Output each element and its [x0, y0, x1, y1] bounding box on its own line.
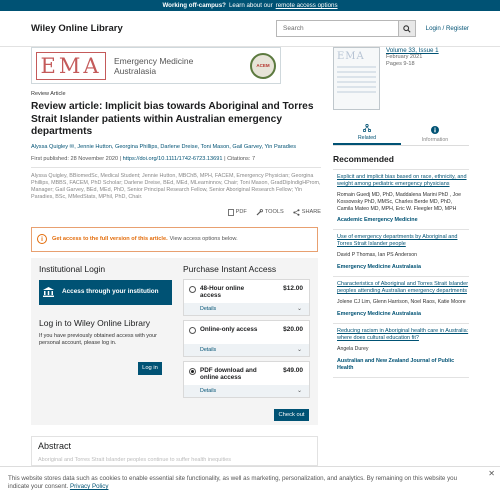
cookie-message: This website stores data such as cookies to enable essential site functionality, as well as marketing, personalization, and analytics. By remaining on this website you indicate your consent. — [8, 475, 458, 490]
tab-information[interactable] — [401, 124, 469, 145]
purchase-option-details[interactable] — [184, 344, 309, 356]
site-header — [0, 11, 500, 47]
journal-cover-image[interactable] — [333, 47, 380, 110]
recommended-journal[interactable]: Australian and New Zealand Journal of Public Health — [337, 357, 455, 371]
network-icon — [363, 124, 371, 132]
chevron-down-icon: ⌄ — [296, 346, 302, 353]
abstract-heading: Abstract — [38, 441, 72, 451]
tools-button[interactable] — [256, 209, 284, 216]
site-logo[interactable]: Wiley Online Library — [31, 23, 123, 34]
doi-link[interactable]: https://doi.org/10.1111/1742-6723.13691 — [122, 155, 223, 162]
purchase-option-price: $20.00 — [283, 325, 303, 333]
details-label: Details — [200, 387, 217, 394]
recommended-item — [333, 324, 469, 378]
access-notice — [31, 227, 318, 252]
info-icon: i — [37, 234, 47, 244]
share-button[interactable] — [293, 209, 321, 216]
recommended-journal[interactable]: Emergency Medicine Australasia — [337, 310, 421, 317]
author-list[interactable]: Alyssa Quigley ✉, Jennie Hutton, Georgina Phillips, Darlene Dreise, Toni Mason, Gail Garvey, Yin Paradies — [31, 143, 297, 150]
issue-month: February 2021 — [386, 54, 423, 61]
share-label: SHARE — [301, 209, 321, 216]
divider — [31, 167, 321, 168]
search-input[interactable]: Search — [276, 20, 399, 37]
journal-banner[interactable] — [31, 47, 281, 84]
article-main — [31, 47, 321, 425]
search-icon — [403, 25, 411, 33]
checkout-button[interactable]: Check out — [274, 409, 309, 421]
recommended-title-link[interactable]: Use of emergency departments by Aboriginal and Torres Strait Islander people — [337, 234, 458, 248]
journal-name-line2: Australasia — [114, 65, 157, 76]
access-options-panel — [31, 258, 318, 425]
institution-access-button[interactable] — [39, 280, 172, 305]
remote-access-bar — [0, 0, 500, 11]
institutional-login-heading: Institutional Login — [39, 263, 106, 274]
info-icon — [431, 126, 439, 134]
volume-issue-link[interactable]: Volume 33, Issue 1 — [386, 47, 439, 54]
remote-access-link[interactable]: remote access options — [275, 2, 338, 9]
purchase-option-price: $49.00 — [283, 366, 303, 374]
tab-related-label: Related — [357, 135, 377, 141]
acem-seal-icon: ACEM — [250, 53, 276, 79]
recommended-item — [333, 170, 469, 230]
recommended-journal[interactable]: Emergency Medicine Australasia — [337, 264, 421, 271]
purchase-option[interactable] — [183, 361, 310, 398]
recommended-item — [333, 277, 469, 324]
recommended-journal[interactable]: Academic Emergency Medicine — [337, 217, 418, 224]
access-notice-bold: Get access to the full version of this article. — [52, 236, 168, 243]
login-register-link[interactable]: Login / Register — [425, 25, 469, 32]
institution-access-label: Access through your institution — [62, 288, 159, 296]
tools-label: TOOLS — [264, 209, 284, 216]
tab-related[interactable] — [333, 124, 401, 145]
remote-access-text: Learn about our — [228, 2, 273, 9]
purchase-option-name: 48-Hour online access — [200, 284, 245, 299]
login-description: If you have previously obtained access with your personal account, please log in. — [39, 332, 158, 346]
pdf-icon — [228, 209, 234, 216]
issue-info — [333, 47, 469, 110]
sidebar-tabs — [333, 124, 469, 146]
citations-count[interactable]: Citations: 7 — [227, 155, 256, 162]
chevron-down-icon: ⌄ — [296, 305, 302, 312]
login-heading: Log in to Wiley Online Library — [39, 317, 151, 328]
remote-access-bold: Working off-campus? — [162, 2, 226, 9]
purchase-option[interactable] — [183, 320, 310, 357]
access-notice-text: View access options below. — [169, 236, 238, 243]
purchase-radio-selected[interactable] — [189, 368, 196, 375]
purchase-option-name: Online-only access — [200, 325, 258, 333]
recommended-title-link[interactable]: Reducing racism in Aboriginal health care in Australia: where does cultural education fit? — [337, 327, 469, 341]
pdf-label: PDF — [235, 209, 247, 216]
purchase-option-details[interactable] — [184, 385, 309, 397]
published-label: First published: — [31, 155, 69, 162]
recommended-heading: Recommended — [333, 154, 469, 170]
details-label: Details — [200, 346, 217, 353]
purchase-option-name: PDF download and online access — [200, 366, 257, 381]
abstract-section — [31, 436, 318, 466]
login-button[interactable]: Log in — [138, 362, 162, 375]
publication-info: First published: 28 November 2020 | https://doi.org/10.1111/1742-6723.13691 | Citations: 7 — [31, 155, 256, 162]
recommended-authors: Angela Durey — [337, 345, 369, 352]
recommended-title-link[interactable]: Characteristics of Aboriginal and Torres Strait Islander peoples attending Australian emergency departments — [337, 281, 469, 295]
issue-pages: Pages 9-18 — [386, 61, 415, 68]
journal-acronym: EMA — [36, 52, 106, 80]
institution-icon — [43, 287, 54, 297]
institutional-login — [39, 264, 172, 347]
article-title: Review article: Implicit bias towards Aboriginal and Torres Strait Islander patients within Australian emergency departments — [31, 101, 314, 137]
article-tools — [31, 209, 321, 216]
journal-name-line1: Emergency Medicine — [114, 55, 194, 66]
recommended-authors: David P Thomas, Ian PS Anderson — [337, 252, 417, 259]
wrench-icon — [256, 209, 263, 216]
purchase-option-details[interactable] — [184, 303, 309, 315]
pdf-button[interactable] — [228, 209, 247, 216]
recommended-authors: Romain Guedj MD, PhD, Maddalena Marini PhD , Joe Kossowsky PhD, MMSc, Charles Berde MD, PhD, Camila Mateo MD, MPH, Eric W. Fleegler MD, MPH — [337, 192, 461, 212]
purchase-option[interactable] — [183, 279, 310, 316]
share-icon — [293, 209, 300, 216]
cover-acronym: EMA — [337, 51, 365, 62]
purchase-radio[interactable] — [189, 327, 196, 334]
cookie-text — [8, 475, 478, 491]
article-type: Review Article — [31, 91, 66, 97]
tab-information-label: Information — [421, 137, 449, 143]
privacy-policy-link[interactable]: Privacy Policy — [69, 483, 109, 490]
recommended-title-link[interactable]: Explicit and implicit bias based on race, ethnicity, and weight among pediatric emergency physicians — [337, 174, 467, 187]
chevron-down-icon: ⌄ — [296, 387, 302, 394]
cookie-banner — [0, 466, 500, 500]
recommended-authors: Jolene CJ Lim, Glenn Harrison, Noel Raos, Katie Moore — [337, 299, 466, 306]
affiliations: Alyssa Quigley, BBiomedSc, Medical Student; Jennie Hutton, MBChB, MPH, FACEM, Emergency Physician; Georgina Phillips, MBBS, FACEM, PhD Scholar; Darlene Dreise, BEd, MEd, MLearninnov, Chair; Toni Mason, GradDipIndigHProm, Manager; Gail Garvey, BEd, MEd, PhD, Senior Principal Research Fellow, Senior Aboriginal Research Fellow; Yin Paradies, BSc, MMedStats, MPhil, PhD, Chair. — [31, 172, 321, 201]
sidebar — [333, 47, 469, 378]
journal-name — [114, 56, 244, 76]
purchase-heading: Purchase Instant Access — [183, 263, 277, 274]
details-label: Details — [200, 305, 217, 312]
close-icon[interactable]: ✕ — [488, 469, 495, 478]
purchase-radio[interactable] — [189, 286, 196, 293]
search-button[interactable] — [399, 20, 416, 37]
published-date: 28 November 2020 — [70, 155, 119, 162]
purchase-access — [183, 264, 311, 398]
recommended-item — [333, 230, 469, 277]
issue-details — [386, 47, 439, 110]
purchase-option-price: $12.00 — [283, 284, 303, 292]
abstract-text: Aboriginal and Torres Strait Islander peoples continue to suffer health inequities — [38, 457, 232, 463]
